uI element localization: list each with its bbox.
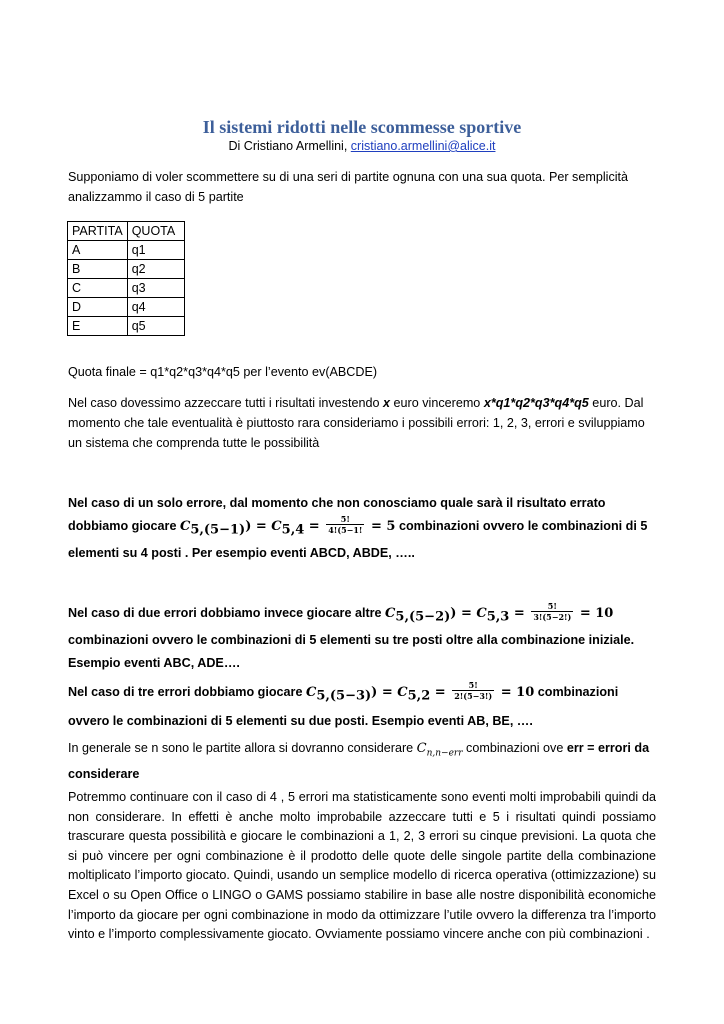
err-definition: err = errori da considerare: [68, 741, 650, 781]
math-result: = 10: [496, 685, 535, 700]
table-cell: A: [68, 241, 128, 260]
azzeccare-paragraph: [68, 393, 656, 453]
math-result: = 10: [575, 606, 614, 621]
fraction-denominator: 3!(5−2!): [533, 612, 572, 623]
text-run: In generale se n sono le partite allora si dovranno considerare: [68, 741, 417, 755]
text-run: combinazioni ovvero le combinazioni di 5 elementi su due posti. Esempio eventi AB, BE, ….: [68, 685, 619, 728]
math-subscript: 5,3: [486, 609, 510, 625]
three-errors-paragraph: [68, 680, 656, 733]
math-subscript: 5,(5−1): [190, 522, 246, 538]
text-run: Nel caso di un solo errore, dal momento che non conosciamo quale sarà il risultato errato dobbiamo giocare: [68, 496, 606, 533]
column-header-quota: QUOTA: [127, 222, 184, 241]
fraction-denominator: 2!(5−3!): [454, 691, 493, 702]
table-cell: D: [68, 298, 128, 317]
fraction-denominator: 4!(5−1!: [328, 525, 363, 536]
table-cell: q4: [127, 298, 184, 317]
table-cell: q3: [127, 279, 184, 298]
text-run: Nel caso di due errori dobbiamo invece giocare altre: [68, 606, 386, 620]
one-error-paragraph: [68, 492, 656, 565]
math-operator: =: [509, 606, 530, 621]
table-cell: q2: [127, 260, 184, 279]
math-c: C: [271, 519, 282, 534]
document-title: Il sistemi ridotti nelle scommesse sportive: [202, 117, 522, 137]
math-c: C: [476, 606, 487, 621]
table-cell: q1: [127, 241, 184, 260]
variable-x: x: [383, 396, 391, 410]
math-c: C: [397, 685, 408, 700]
table-row: [68, 241, 185, 260]
table-cell: q5: [127, 317, 184, 336]
text-run: combinazioni ovvero le combinazioni di 5 elementi su 4 posti . Per esempio eventi ABCD, ABDE, …..: [68, 519, 648, 560]
general-case-paragraph: [68, 738, 656, 784]
author-name: Di Cristiano Armellini,: [228, 139, 351, 153]
math-operator: ) =: [371, 685, 398, 700]
table-row: [68, 298, 185, 317]
math-fraction: [452, 680, 494, 701]
column-header-partita: PARTITA: [68, 222, 128, 241]
text-run: combinazioni ove: [462, 741, 567, 755]
math-subscript: 5,(5−3): [316, 688, 372, 704]
math-c: C: [305, 685, 317, 700]
table-cell: C: [68, 279, 128, 298]
fraction-numerator: 5!: [340, 514, 350, 525]
table-cell: B: [68, 260, 128, 279]
table-row: [68, 260, 185, 279]
fraction-numerator: 5!: [547, 601, 557, 612]
author-email-link[interactable]: cristiano.armellini@alice.it: [350, 139, 496, 153]
math-fraction: [326, 514, 364, 535]
table-header-row: [68, 222, 185, 241]
text-run: Nel caso dovessimo azzeccare tutti i risultati investendo: [68, 396, 383, 410]
table-row: [68, 317, 185, 336]
text-run: euro. Dal momento che tale eventualità è piuttosto rara consideriamo i possibili errori: 1, 2, 3, errori e sviluppiamo un sistema che comprenda tutte le possibilità: [68, 396, 645, 450]
math-subscript: n,n−err: [426, 748, 463, 759]
text-run: combinazioni ovvero le combinazioni di 5 elementi su tre posti oltre alla combinazione iniziale. Esempio eventi ABC, ADE….: [68, 632, 635, 670]
byline: [0, 139, 724, 153]
quota-finale-paragraph: Quota finale = q1*q2*q3*q4*q5 per l’evento ev(ABCDE): [68, 365, 378, 379]
text-run: Nel caso di tre errori dobbiamo giocare: [68, 685, 306, 699]
text-run: euro vinceremo: [390, 396, 484, 410]
math-result: = 5: [366, 519, 396, 534]
fraction-numerator: 5!: [468, 680, 478, 691]
winning-formula: x*q1*q2*q3*q4*q5: [483, 396, 589, 410]
quote-table: [67, 221, 185, 336]
math-operator: ) =: [245, 519, 272, 534]
table-row: [68, 279, 185, 298]
math-operator: =: [304, 519, 325, 534]
intro-paragraph: Supponiamo di voler scommettere su di una seri di partite ognuna con una sua quota. Per semplicità analizzammo il caso di 5 partite: [68, 170, 629, 204]
math-operator: ) =: [450, 606, 477, 621]
two-errors-paragraph: [68, 602, 656, 675]
table-cell: E: [68, 317, 128, 336]
math-subscript: 5,4: [281, 522, 305, 538]
math-fraction: [531, 601, 573, 622]
math-c: C: [416, 741, 427, 756]
math-c: C: [385, 606, 396, 621]
math-c: C: [179, 519, 191, 534]
math-operator: =: [430, 685, 451, 700]
final-paragraph: Potremmo continuare con il caso di 4 , 5 errori ma statisticamente sono eventi molti improbabili quindi da non considerare. In effetti è anche molto improbabile azzeccare tutti e 5 i risultati quindi possiamo trascurare questa possibilità e giocare le combinazioni a 1, 2, 3 errori su cinque previsioni. La quota che si può vincere per ogni combinazione è il prodotto delle quote delle singole partite della combinazione moltiplicato l’importo giocato. Quindi, usando un semplice modello di ricerca operativa (ottimizzazione) su Excel o su Open Office o LINGO o GAMS possiamo stabilire in base alle nostre disponibilità economiche l’importo da giocare per ogni combinazione in modo da ottimizzare l’utile ovvero la differenza tra l’importo vinto e l’importo complessivamente giocato. Ovviamente possiamo vincere anche con più combinazioni .: [68, 790, 656, 942]
math-subscript: 5,2: [407, 688, 431, 704]
math-subscript: 5,(5−2): [395, 609, 451, 625]
